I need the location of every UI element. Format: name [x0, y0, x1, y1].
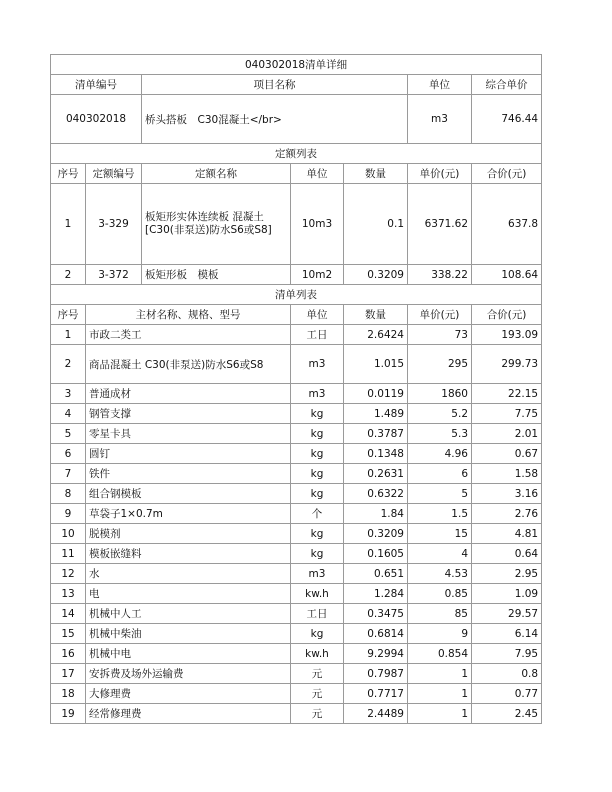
material-unit: kg — [291, 424, 344, 444]
quota-unit-price: 338.22 — [408, 265, 472, 285]
material-unit: kg — [291, 544, 344, 564]
quota-row — [51, 184, 542, 265]
material-quantity: 2.4489 — [344, 704, 408, 724]
material-unit-price: 9 — [408, 624, 472, 644]
material-unit: 工日 — [291, 604, 344, 624]
material-row — [51, 444, 542, 464]
material-row — [51, 704, 542, 724]
material-unit: m3 — [291, 384, 344, 404]
material-row — [51, 424, 542, 444]
material-unit-price: 4.96 — [408, 444, 472, 464]
material-index: 4 — [51, 404, 86, 424]
name-header: 项目名称 — [142, 75, 408, 95]
material-quantity: 9.2994 — [344, 644, 408, 664]
material-name: 商品混凝土 C30(非泵送)防水S6或S8 — [86, 345, 291, 384]
quota-unit: 10m3 — [291, 184, 344, 265]
material-quantity: 0.7717 — [344, 684, 408, 704]
material-total: 2.01 — [472, 424, 542, 444]
material-unit-price: 15 — [408, 524, 472, 544]
material-unit: m3 — [291, 345, 344, 384]
material-unit-price: 295 — [408, 345, 472, 384]
material-total: 29.57 — [472, 604, 542, 624]
quota-col-header: 定额编号 — [86, 164, 142, 184]
material-quantity: 1.489 — [344, 404, 408, 424]
material-index: 7 — [51, 464, 86, 484]
material-unit: kg — [291, 404, 344, 424]
material-index: 5 — [51, 424, 86, 444]
material-name: 安拆费及场外运输费 — [86, 664, 291, 684]
material-total: 0.77 — [472, 684, 542, 704]
material-quantity: 0.1348 — [344, 444, 408, 464]
material-unit: kg — [291, 524, 344, 544]
material-row — [51, 564, 542, 584]
material-row — [51, 384, 542, 404]
material-total: 0.8 — [472, 664, 542, 684]
material-unit: kg — [291, 464, 344, 484]
item-code: 040302018 — [51, 95, 142, 144]
material-total: 1.58 — [472, 464, 542, 484]
material-name: 圆钉 — [86, 444, 291, 464]
quota-section-title: 定额列表 — [51, 144, 542, 164]
item-unit: m3 — [408, 95, 472, 144]
material-index: 2 — [51, 345, 86, 384]
material-name: 市政二类工 — [86, 325, 291, 345]
material-name: 草袋子1×0.7m — [86, 504, 291, 524]
code-header: 清单编号 — [51, 75, 142, 95]
material-total: 1.09 — [472, 584, 542, 604]
material-total: 2.45 — [472, 704, 542, 724]
material-total: 4.81 — [472, 524, 542, 544]
material-name: 钢管支撑 — [86, 404, 291, 424]
quota-total: 637.8 — [472, 184, 542, 265]
materials-col-header: 主材名称、规格、型号 — [86, 305, 291, 325]
material-index: 1 — [51, 325, 86, 345]
quota-col-header: 单位 — [291, 164, 344, 184]
material-name: 脱模剂 — [86, 524, 291, 544]
material-name: 水 — [86, 564, 291, 584]
quota-total: 108.64 — [472, 265, 542, 285]
material-unit-price: 1 — [408, 664, 472, 684]
material-row — [51, 484, 542, 504]
material-index: 15 — [51, 624, 86, 644]
material-unit: kg — [291, 624, 344, 644]
material-quantity: 0.2631 — [344, 464, 408, 484]
material-unit-price: 1860 — [408, 384, 472, 404]
quota-quantity: 0.3209 — [344, 265, 408, 285]
material-index: 9 — [51, 504, 86, 524]
material-row — [51, 504, 542, 524]
material-quantity: 1.84 — [344, 504, 408, 524]
material-name: 机械中柴油 — [86, 624, 291, 644]
material-quantity: 2.6424 — [344, 325, 408, 345]
material-name: 大修理费 — [86, 684, 291, 704]
material-total: 2.95 — [472, 564, 542, 584]
quota-unit: 10m2 — [291, 265, 344, 285]
material-quantity: 0.3787 — [344, 424, 408, 444]
material-total: 193.09 — [472, 325, 542, 345]
material-total: 3.16 — [472, 484, 542, 504]
material-index: 16 — [51, 644, 86, 664]
materials-header-row — [51, 305, 542, 325]
material-row — [51, 584, 542, 604]
quota-col-header: 合价(元) — [472, 164, 542, 184]
material-index: 19 — [51, 704, 86, 724]
material-total: 7.75 — [472, 404, 542, 424]
bill-detail-table — [50, 54, 542, 724]
material-unit-price: 1.5 — [408, 504, 472, 524]
material-quantity: 0.651 — [344, 564, 408, 584]
material-unit-price: 1 — [408, 684, 472, 704]
material-index: 3 — [51, 384, 86, 404]
material-unit: m3 — [291, 564, 344, 584]
material-quantity: 1.015 — [344, 345, 408, 384]
quota-code: 3-372 — [86, 265, 142, 285]
material-unit-price: 0.854 — [408, 644, 472, 664]
quota-index: 2 — [51, 265, 86, 285]
material-total: 7.95 — [472, 644, 542, 664]
materials-col-header: 数量 — [344, 305, 408, 325]
material-index: 18 — [51, 684, 86, 704]
quota-unit-price: 6371.62 — [408, 184, 472, 265]
quota-row — [51, 265, 542, 285]
material-unit-price: 1 — [408, 704, 472, 724]
materials-col-header: 合价(元) — [472, 305, 542, 325]
material-index: 8 — [51, 484, 86, 504]
item-price: 746.44 — [472, 95, 542, 144]
material-name: 铁件 — [86, 464, 291, 484]
material-unit: kg — [291, 444, 344, 464]
material-name: 普通成材 — [86, 384, 291, 404]
quota-section-row — [51, 144, 542, 164]
materials-col-header: 序号 — [51, 305, 86, 325]
material-row — [51, 464, 542, 484]
material-quantity: 0.6814 — [344, 624, 408, 644]
material-row — [51, 644, 542, 664]
price-header: 综合单价 — [472, 75, 542, 95]
material-unit-price: 5.3 — [408, 424, 472, 444]
quota-quantity: 0.1 — [344, 184, 408, 265]
material-row — [51, 604, 542, 624]
material-total: 22.15 — [472, 384, 542, 404]
material-row — [51, 664, 542, 684]
material-quantity: 0.3209 — [344, 524, 408, 544]
quota-name: 板矩形板 模板 — [142, 265, 291, 285]
material-name: 经常修理费 — [86, 704, 291, 724]
material-row — [51, 345, 542, 384]
material-unit: kg — [291, 484, 344, 504]
material-quantity: 0.3475 — [344, 604, 408, 624]
material-name: 模板嵌缝料 — [86, 544, 291, 564]
material-total: 6.14 — [472, 624, 542, 644]
material-quantity: 0.6322 — [344, 484, 408, 504]
title-row — [51, 55, 542, 75]
quota-col-header: 单价(元) — [408, 164, 472, 184]
material-unit-price: 4.53 — [408, 564, 472, 584]
item-row — [51, 95, 542, 144]
material-unit: 元 — [291, 664, 344, 684]
materials-section-row — [51, 285, 542, 305]
quota-header-row — [51, 164, 542, 184]
material-index: 13 — [51, 584, 86, 604]
material-total: 299.73 — [472, 345, 542, 384]
unit-header: 单位 — [408, 75, 472, 95]
material-unit: kw.h — [291, 644, 344, 664]
material-name: 机械中人工 — [86, 604, 291, 624]
material-name: 零星卡具 — [86, 424, 291, 444]
material-total: 0.64 — [472, 544, 542, 564]
material-unit-price: 5 — [408, 484, 472, 504]
material-row — [51, 524, 542, 544]
material-row — [51, 404, 542, 424]
material-quantity: 0.7987 — [344, 664, 408, 684]
material-quantity: 1.284 — [344, 584, 408, 604]
quota-col-header: 定额名称 — [142, 164, 291, 184]
material-index: 6 — [51, 444, 86, 464]
material-unit: 工日 — [291, 325, 344, 345]
material-index: 14 — [51, 604, 86, 624]
material-unit-price: 0.85 — [408, 584, 472, 604]
material-name: 电 — [86, 584, 291, 604]
material-unit-price: 4 — [408, 544, 472, 564]
quota-index: 1 — [51, 184, 86, 265]
quota-col-header: 数量 — [344, 164, 408, 184]
material-index: 12 — [51, 564, 86, 584]
material-total: 0.67 — [472, 444, 542, 464]
material-unit-price: 6 — [408, 464, 472, 484]
material-unit: 元 — [291, 704, 344, 724]
item-header-row — [51, 75, 542, 95]
material-quantity: 0.1605 — [344, 544, 408, 564]
material-unit-price: 73 — [408, 325, 472, 345]
material-unit: 元 — [291, 684, 344, 704]
materials-col-header: 单位 — [291, 305, 344, 325]
material-unit: 个 — [291, 504, 344, 524]
quota-code: 3-329 — [86, 184, 142, 265]
material-row — [51, 624, 542, 644]
material-index: 10 — [51, 524, 86, 544]
material-quantity: 0.0119 — [344, 384, 408, 404]
page-title: 040302018清单详细 — [51, 55, 542, 75]
material-row — [51, 544, 542, 564]
material-unit-price: 85 — [408, 604, 472, 624]
material-index: 11 — [51, 544, 86, 564]
materials-col-header: 单价(元) — [408, 305, 472, 325]
quota-name: 板矩形实体连续板 混凝土[C30(非泵送)防水S6或S8] — [142, 184, 291, 265]
material-index: 17 — [51, 664, 86, 684]
material-row — [51, 325, 542, 345]
material-row — [51, 684, 542, 704]
material-unit: kw.h — [291, 584, 344, 604]
materials-section-title: 清单列表 — [51, 285, 542, 305]
material-name: 机械中电 — [86, 644, 291, 664]
item-name: 桥头搭板 C30混凝土</br> — [142, 95, 408, 144]
material-total: 2.76 — [472, 504, 542, 524]
quota-col-header: 序号 — [51, 164, 86, 184]
material-name: 组合钢模板 — [86, 484, 291, 504]
material-unit-price: 5.2 — [408, 404, 472, 424]
